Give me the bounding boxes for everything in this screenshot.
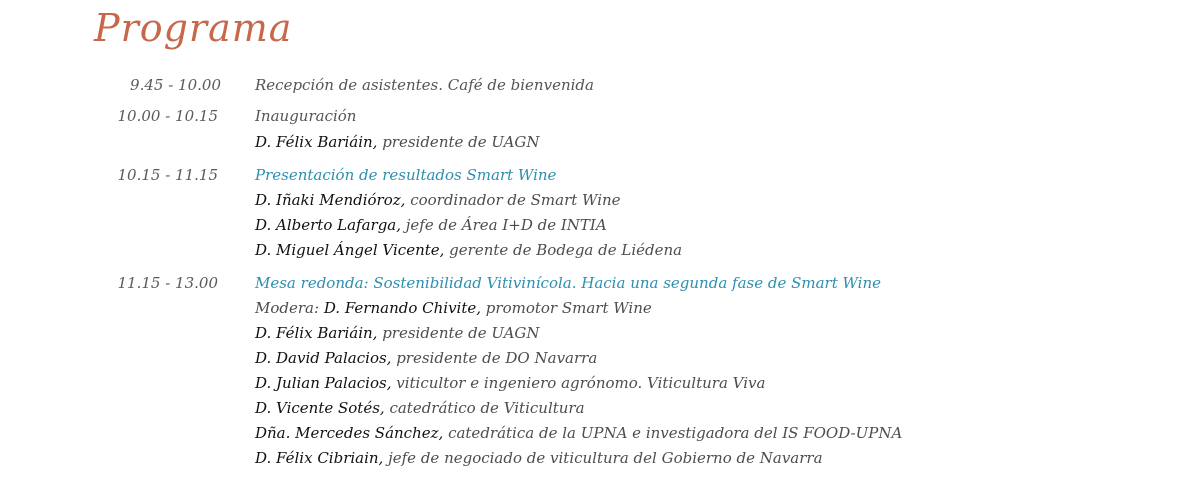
speaker-line: [255, 370, 765, 396]
speaker-line: [255, 395, 585, 421]
speaker-role: catedrático de Viticultura: [384, 399, 585, 417]
speaker-name: D. Fernando Chivite,: [323, 299, 482, 317]
speaker-role: jefe de negociado de viticultura del Gobierno de Navarra: [383, 449, 823, 467]
session-time: 10.15 - 11.15: [117, 166, 218, 184]
page-title: Programa: [94, 6, 293, 50]
speaker-role: coordinador de Smart Wine: [405, 191, 621, 209]
speaker-line: [255, 345, 597, 371]
speaker-line: [255, 445, 823, 471]
speaker-name: D. Félix Bariáin,: [255, 324, 378, 342]
speaker-name: D. Alberto Lafarga,: [255, 216, 402, 234]
session-time: 10.00 - 10.15: [117, 107, 218, 125]
moderator-prefix: Modera:: [255, 299, 324, 317]
speaker-line: [255, 295, 652, 321]
speaker-role: presidente de UAGN: [377, 324, 540, 342]
speaker-role: catedrática de la UPNA e investigadora del IS FOOD-UPNA: [443, 424, 903, 442]
speaker-line: [255, 320, 540, 346]
speaker-line: [255, 212, 607, 238]
speaker-name: D. Félix Bariáin,: [255, 133, 378, 151]
session-line: Recepción de asistentes. Café de bienvenida: [255, 76, 594, 94]
speaker-name: D. Félix Cibriain,: [255, 449, 384, 467]
speaker-name: D. David Palacios,: [255, 349, 392, 367]
speaker-role: presidente de DO Navarra: [391, 349, 598, 367]
speaker-name: D. Miguel Ángel Vicente,: [255, 241, 445, 259]
speaker-line: [255, 420, 902, 446]
speaker-line: [255, 129, 540, 155]
session-time: 9.45 - 10.00: [130, 76, 221, 94]
speaker-role: promotor Smart Wine: [481, 299, 652, 317]
speaker-role: viticultor e ingeniero agrónomo. Viticultura Viva: [391, 374, 766, 392]
session-heading: Presentación de resultados Smart Wine: [255, 166, 557, 184]
session-heading: Mesa redonda: Sostenibilidad Vitivinícola. Hacia una segunda fase de Smart Wine: [255, 274, 882, 292]
session-line: Inauguración: [255, 107, 357, 125]
speaker-role: presidente de UAGN: [377, 133, 540, 151]
speaker-name: Dña. Mercedes Sánchez,: [255, 424, 444, 442]
session-time: 11.15 - 13.00: [117, 274, 218, 292]
speaker-line: [255, 237, 682, 263]
speaker-role: jefe de Área I+D de INTIA: [401, 216, 607, 234]
speaker-name: D. Iñaki Mendióroz,: [255, 191, 406, 209]
speaker-name: D. Julian Palacios,: [255, 374, 392, 392]
speaker-line: [255, 187, 621, 213]
speaker-name: D. Vicente Sotés,: [255, 399, 385, 417]
speaker-role: gerente de Bodega de Liédena: [444, 241, 683, 259]
